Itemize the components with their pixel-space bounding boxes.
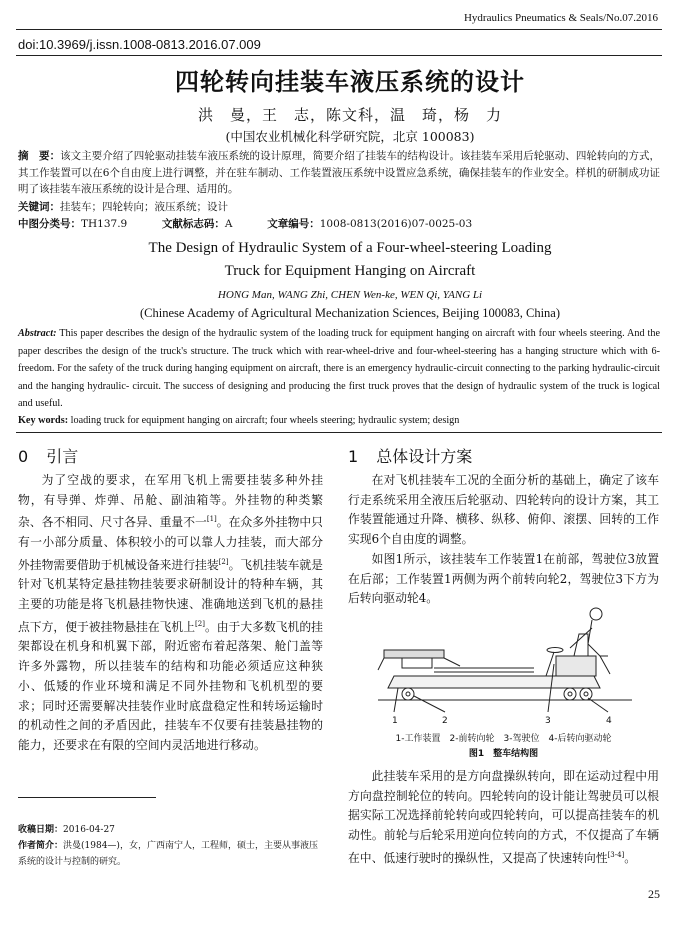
figure-1-label-3: 3	[545, 716, 551, 726]
classification-line	[18, 216, 660, 233]
journal-header: Hydraulics Pneumatics & Seals/No.07.2016	[463, 12, 658, 24]
figure-1-label-1: 1	[392, 716, 398, 726]
authors-cn: 洪 曼，王 志，陈文科，温 琦，杨 力	[197, 106, 502, 124]
figure-1-label-4: 4	[606, 716, 612, 726]
section-0-number: 0	[18, 447, 29, 466]
authors-en: HONG Man, WANG Zhi, CHEN Wen-ke, WEN Qi, YANG Li	[217, 289, 483, 301]
doc-code-value: A	[224, 218, 233, 230]
abstract-en-label: Abstract:	[18, 328, 57, 339]
received-value: 2016-04-27	[63, 825, 115, 835]
bio-text: 洪曼(1984—)，女，广西南宁人，工程师，硕士，主要从事液压系统的设计与控制的研究。	[18, 841, 318, 867]
keywords-en-label: Key words:	[18, 415, 69, 426]
figure-1-label-2: 2	[442, 716, 448, 726]
clc-value: TH137.9	[81, 218, 128, 230]
sec1-para3-text: 此挂装车采用的是方向盘操纵转向，即在运动过程中用方向盘控制轮位的转向。四轮转向的设计能让驾驶员可以根据实际工况选择前轮转向或四轮转向，可以提高挂装车的机动性。前轮与后轮采用逆向位转向的方式，不仅提高了车辆在中、低速行驶时的操纵性，又提高了快速转向性	[348, 769, 659, 865]
keywords-en-text: loading truck for equipment hanging on aircraft; four wheels steering; hydraulic system; design	[68, 415, 460, 426]
header-rule	[16, 29, 662, 30]
figure-1-drawing	[374, 604, 636, 722]
clc-label: 中图分类号：	[18, 218, 81, 230]
keywords-cn-text: 挂装车；四轮转向；液压系统；设计	[60, 201, 228, 213]
abstract-cn-text: 该文主要介绍了四轮驱动挂装车液压系统的设计原理，简要介绍了挂装车的结构设计。该挂装车采用后轮驱动、四轮转向的方式，其工作装置可以在6个自由度上进行调整，并在驻车制动、工作装置液压系统中设置应急系统，确保挂装车的作业安全。样机的研制成功证明了该挂装车液压系统的设计是合理、适用的。	[18, 150, 661, 195]
figure-1-legend: 1-工作装置 2-前转向轮 3-驾驶位 4-后转向驱动轮	[395, 734, 612, 744]
sec1-para3-end: 。	[624, 850, 637, 865]
sec0-text-2: 。在众多外挂物中只有一小部分质量、体积较小的可以靠人力挂装，而大部分外挂物需要借助于机械设备来进行挂装	[18, 515, 323, 572]
ref-1: [1]	[206, 515, 217, 524]
page-number: 25	[648, 887, 660, 901]
article-no-label: 文章编号：	[267, 218, 320, 230]
sec0-text-4: 。由于大多数飞机的挂架都设在机身和机翼下部，附近密布着起落架、舱门盖等许多外露物，所以挂装车的结构和功能必须适应这种狭小、低矮的作业环境和满足不同外挂物和飞机机型的要求；同时还需要解决挂装作业时底盘稳定性和转场运输时的机动性之间的矛盾因此，挂装车不仅要有挂装悬挂物的能力，还要求在有限的空间内灵活地进行移动。	[18, 619, 323, 752]
abstract-cn	[18, 148, 660, 198]
footnote	[18, 822, 323, 870]
section-1-number: 1	[348, 447, 359, 466]
abstract-en	[18, 325, 660, 413]
abstract-en-text: This paper describes the design of the hydraulic system of the loading truck for equipment hanging on aircraft with four wheels steering. And the paper describes the design of the truck's structure. The truck which with rear-wheel-drive and four-wheel-steering has a hanging structure which with 6-freedom. For the safety of the truck during hanging equipment on aircraft, there is an emergency hydraulic-circuit connecting to the parking hydraulic-circuit and the hanging hydraulic- circuit. The success of designing and producing the first truck proves that the design of hydraulic system of the truck is logical and useful.	[18, 328, 660, 409]
figure-1-caption: 图1 整车结构图	[468, 749, 539, 759]
author-bio	[18, 838, 323, 870]
abstract-rule	[16, 432, 662, 433]
bio-label: 作者简介：	[18, 841, 64, 851]
section-0-paragraph	[18, 471, 323, 756]
sec0-text-3: 。飞机挂装车就是针对飞机某特定悬挂物挂装要求研制设计的特种车辆，其主要的功能是将飞机悬挂物快速、准确地送到飞机的悬挂点下方，便于被挂物悬挂在飞机上	[18, 557, 323, 634]
paper-title-en-line1: The Design of Hydraulic System of a Four-wheel-steering Loading	[148, 240, 552, 256]
abstract-cn-label: 摘 要：	[18, 150, 61, 162]
doi: doi:10.3969/j.issn.1008-0813.2016.07.009	[18, 37, 261, 52]
section-1-para-3	[348, 767, 659, 868]
ref-2b: [2]	[195, 619, 205, 628]
keywords-en	[18, 412, 660, 430]
doi-rule	[16, 55, 662, 56]
affiliation-cn: (中国农业机械化科学研究院，北京 100083)	[225, 129, 475, 144]
section-1-heading	[348, 444, 659, 467]
section-1-para-1: 在对飞机挂装车工况的全面分析的基础上，确定了该车行走系统采用全液压后轮驱动、四轮转向的设计方案，其工作装置能通过升降、横移、纵移、俯仰、滚摆、回转的工作实现6个自由度的调整。	[348, 473, 659, 547]
section-0-title: 引言	[46, 447, 79, 466]
footnote-rule	[18, 797, 156, 798]
article-no-value: 1008-0813(2016)07-0025-03	[319, 218, 473, 230]
received-label: 收稿日期：	[18, 825, 64, 835]
ref-2: [2]	[218, 557, 229, 566]
paper-title-en-line2: Truck for Equipment Hanging on Aircraft	[224, 263, 476, 279]
received-date	[18, 822, 323, 838]
affiliation-en: (Chinese Academy of Agricultural Mechanization Sciences, Beijing 100083, China)	[139, 306, 561, 320]
paper-title-cn: 四轮转向挂装车液压系统的设计	[175, 68, 525, 96]
doc-code-label: 文献标志码：	[161, 218, 225, 230]
ref-3-4: [3-4]	[607, 850, 625, 859]
section-1-title: 总体设计方案	[376, 447, 473, 466]
sec0-text-1: 为了空战的要求，在军用飞机上需要挂装多种外挂物，有导弹、炸弹、吊舱、副油箱等。外挂物的种类繁杂、各不相同、尺寸各异、重量不一	[18, 473, 323, 530]
keywords-cn	[18, 199, 660, 216]
section-0-heading	[18, 444, 323, 467]
keywords-cn-label: 关键词：	[18, 201, 60, 213]
section-1-para-2: 如图1所示，该挂装车工作装置1在前部，驾驶位3放置在后部；工作装置1两侧为两个前转向轮2，驾驶位3下方为后转向驱动轮4。	[348, 552, 659, 606]
